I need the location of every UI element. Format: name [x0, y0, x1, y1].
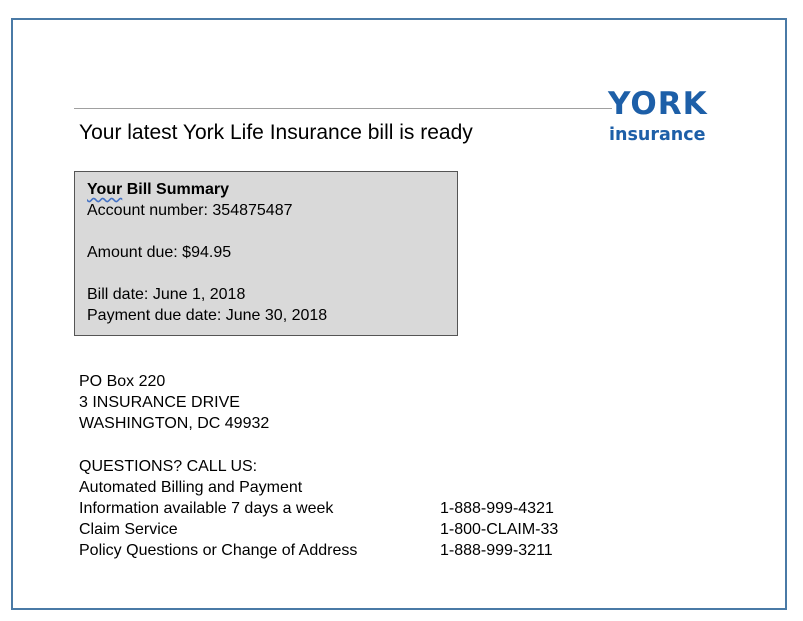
contact-label: Policy Questions or Change of Address: [79, 542, 358, 559]
logo-wordmark: YORK: [608, 86, 708, 122]
bill-summary-title: [87, 179, 457, 200]
bill-summary-box: [74, 171, 458, 336]
header-rule: [74, 108, 612, 109]
page-title: Your latest York Life Insurance bill is ready: [79, 121, 473, 144]
mailing-address: [79, 371, 269, 434]
contact-label: Information available 7 days a week: [79, 500, 334, 517]
contact-phone: 1-888-999-4321: [440, 500, 554, 517]
bill-summary-title-your: Your: [87, 181, 123, 198]
address-line-2: 3 INSURANCE DRIVE: [79, 394, 240, 411]
address-line-3: WASHINGTON, DC 49932: [79, 415, 270, 432]
amount-due: Amount due: $94.95: [87, 244, 232, 261]
bill-date: Bill date: June 1, 2018: [87, 286, 246, 303]
contact-label: Claim Service: [79, 521, 178, 538]
contact-section: [79, 456, 599, 561]
payment-due-date: Payment due date: June 30, 2018: [87, 307, 328, 324]
contact-phone: 1-888-999-3211: [440, 542, 553, 559]
account-number: Account number: 354875487: [87, 202, 293, 219]
contact-subheading: Automated Billing and Payment: [79, 479, 303, 496]
address-line-1: PO Box 220: [79, 373, 166, 390]
bill-summary-title-rest: Bill Summary: [122, 181, 229, 198]
contact-row: [79, 498, 599, 519]
contact-heading: QUESTIONS? CALL US:: [79, 458, 258, 475]
contact-row: [79, 540, 599, 561]
logo-subtitle: insurance: [609, 125, 706, 145]
contact-phone: 1-800-CLAIM-33: [440, 521, 559, 538]
contact-row: [79, 519, 599, 540]
